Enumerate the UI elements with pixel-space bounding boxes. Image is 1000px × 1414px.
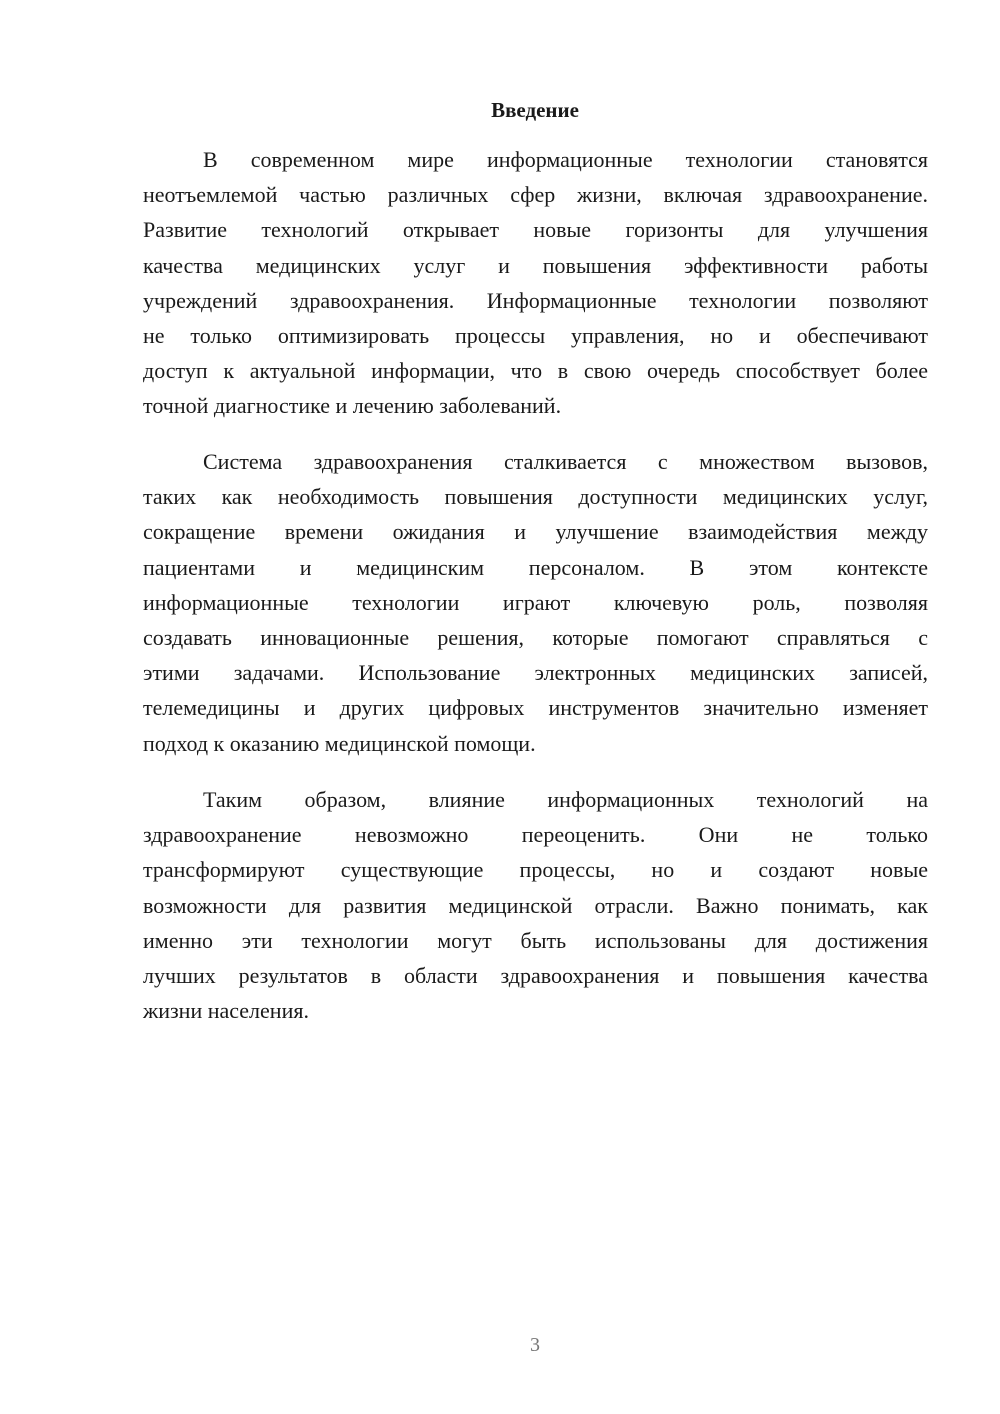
- page-number: 3: [530, 1334, 540, 1356]
- text-line: создавать инновационные решения, которые помогают справляться с: [143, 624, 928, 650]
- text-line: здравоохранение невозможно переоценить. Они не только: [143, 822, 928, 848]
- paragraph-3: [143, 782, 928, 1028]
- text-line: пациентами и медицинским персоналом. В этом контексте: [143, 554, 928, 580]
- text-line: не только оптимизировать процессы управления, но и обеспечивают: [143, 322, 928, 348]
- text-line: жизни населения.: [143, 998, 309, 1024]
- text-line: точной диагностике и лечению заболеваний.: [143, 393, 562, 419]
- text-line: именно эти технологии могут быть использованы для достижения: [143, 927, 928, 953]
- text-line: Система здравоохранения сталкивается с множеством вызовов,: [203, 449, 928, 474]
- text-line: В современном мире информационные технологии становятся: [203, 147, 928, 172]
- paragraph-2: [143, 444, 928, 761]
- text-line: лучших результатов в области здравоохранения и повышения качества: [143, 962, 928, 988]
- text-line: сокращение времени ожидания и улучшение взаимодействия между: [143, 519, 928, 545]
- text-line: неотъемлемой частью различных сфер жизни, включая здравоохранение.: [143, 182, 928, 208]
- text-line: подход к оказанию медицинской помощи.: [143, 730, 536, 756]
- text-line: информационные технологии играют ключевую роль, позволяя: [143, 589, 928, 615]
- text-line: возможности для развития медицинской отрасли. Важно понимать, как: [143, 892, 928, 918]
- text-line: учреждений здравоохранения. Информационные технологии позволяют: [143, 287, 928, 313]
- text-line: таких как необходимость повышения доступности медицинских услуг,: [143, 484, 928, 510]
- text-line: доступ к актуальной информации, что в свою очередь способствует более: [143, 358, 928, 384]
- text-line: телемедицины и других цифровых инструментов значительно изменяет: [143, 695, 928, 721]
- text-line: этими задачами. Использование электронных медицинских записей,: [143, 660, 928, 686]
- text-line: трансформируют существующие процессы, но и создают новые: [143, 857, 928, 883]
- page-title: Введение: [491, 98, 579, 122]
- text-line: Таким образом, влияние информационных технологий на: [203, 787, 928, 812]
- text-line: Развитие технологий открывает новые горизонты для улучшения: [143, 217, 928, 243]
- text-line: качества медицинских услуг и повышения эффективности работы: [143, 252, 928, 278]
- paragraph-1: [143, 142, 928, 424]
